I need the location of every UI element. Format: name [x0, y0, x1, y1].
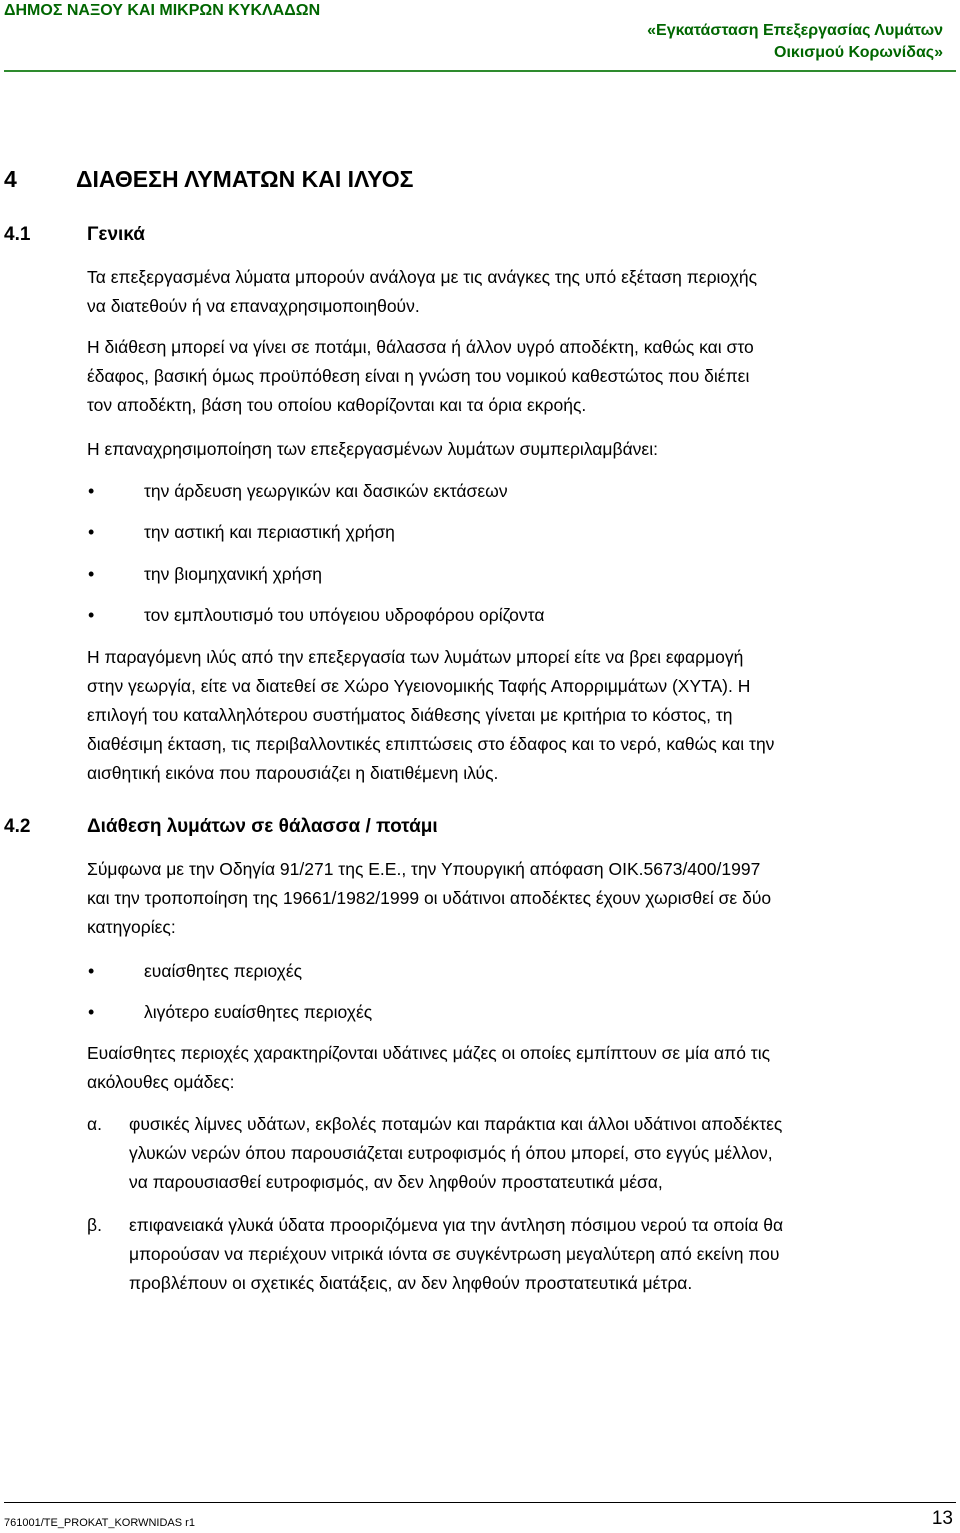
- header-organization: ΔΗΜΟΣ ΝΑΞΟΥ ΚΑΙ ΜΙΚΡΩΝ ΚΥΚΛΑΔΩΝ: [4, 2, 321, 19]
- item-marker-alpha: α.: [87, 1114, 102, 1134]
- bullet-item-less-sensitive: λιγότερο ευαίσθητες περιοχές: [144, 1002, 373, 1022]
- text-line: Η διάθεση μπορεί να γίνει σε ποτάμι, θάλασσα ή άλλον υγρό αποδέκτη, καθώς και στο: [87, 337, 754, 357]
- text-line: έδαφος, βασική όμως προϋπόθεση είναι η γνώση του νομικού καθεστώτος που διέπει: [87, 366, 750, 386]
- text-line: διαθέσιμη έκταση, τις περιβαλλοντικές επιπτώσεις στο έδαφος και το νερό, καθώς και την: [87, 734, 775, 754]
- text-line: τον αποδέκτη, βάση του οποίου καθορίζονται και τα όρια εκροής.: [87, 395, 587, 415]
- text-line: ακόλουθες ομάδες:: [87, 1072, 235, 1092]
- text-line: Τα επεξεργασμένα λύματα μπορούν ανάλογα με τις ανάγκες της υπό εξέταση περιοχής: [87, 267, 758, 287]
- text-line: κατηγορίες:: [87, 917, 176, 937]
- paragraph-reuse-intro: Η επαναχρησιμοποίηση των επεξεργασμένων λυμάτων συμπεριλαμβάνει:: [87, 439, 658, 459]
- footer-document-code: 761001/TE_PROKAT_KORWNIDAS r1: [4, 1517, 195, 1529]
- header-project-line-2: Οικισμού Κορωνίδας»: [774, 44, 943, 61]
- bullet-item-sensitive: ευαίσθητες περιοχές: [144, 961, 303, 981]
- item-text-beta: [129, 1211, 953, 1298]
- item-marker-beta: β.: [87, 1215, 102, 1235]
- section-4-title: ΔΙΑΘΕΣΗ ΛΥΜΑΤΩΝ ΚΑΙ ΙΛΥΟΣ: [76, 166, 414, 192]
- text-line: Σύμφωνα με την Οδηγία 91/271 της Ε.Ε., την Υπουργική απόφαση ΟΙΚ.5673/400/1997: [87, 859, 761, 879]
- text-line: φυσικές λίμνες υδάτων, εκβολές ποταμών και παράκτια και άλλοι υδάτινοι αποδέκτες: [129, 1114, 783, 1134]
- paragraph-sludge: [87, 643, 953, 788]
- footer-divider: [4, 1502, 956, 1503]
- text-line: προβλέπουν οι σχετικές διατάξεις, αν δεν ληφθούν προστατευτικά μέτρα.: [129, 1273, 693, 1293]
- paragraph-general-1: [87, 263, 953, 321]
- header-project-title: [423, 20, 943, 64]
- bullet-item-reuse-3: την βιομηχανική χρήση: [144, 564, 322, 584]
- section-4-2-title: Διάθεση λυμάτων σε θάλασσα / ποτάμι: [87, 816, 438, 837]
- bullet-item-reuse-2: την αστική και περιαστική χρήση: [144, 522, 395, 542]
- section-4-1-title: Γενικά: [87, 224, 145, 245]
- text-line: επιφανειακά γλυκά ύδατα προοριζόμενα για την άντληση πόσιμου νερού τα οποία θα: [129, 1215, 784, 1235]
- text-line: και την τροποποίηση της 19661/1982/1999 οι υδάτινοι αποδέκτες έχουν χωρισθεί σε δύο: [87, 888, 772, 908]
- header-project-line-1: «Εγκατάσταση Επεξεργασίας Λυμάτων: [647, 22, 943, 39]
- text-line: Η παραγόμενη ιλύς από την επεξεργασία των λυμάτων μπορεί είτε να βρει εφαρμογή: [87, 647, 744, 667]
- item-text-alpha: [129, 1110, 953, 1197]
- footer-page-number: 13: [931, 1508, 953, 1529]
- text-line: να παρουσιασθεί ευτροφισμός, αν δεν ληφθούν προστατευτικά μέσα,: [129, 1172, 663, 1192]
- section-4-1-number: 4.1: [4, 224, 31, 245]
- bullet-icon: •: [88, 605, 95, 625]
- bullet-icon: •: [88, 522, 95, 542]
- paragraph-general-2: [87, 333, 953, 420]
- text-line: στην γεωργία, είτε να διατεθεί σε Χώρο Υγειονομικής Ταφής Απορριμμάτων (ΧΥΤΑ). Η: [87, 676, 751, 696]
- bullet-icon: •: [88, 1002, 95, 1022]
- text-line: γλυκών νερών όπου παρουσιάζεται ευτροφισμός ή όπου μπορεί, στο εγγύς μέλλον,: [129, 1143, 773, 1163]
- bullet-icon: •: [88, 564, 95, 584]
- text-line: Ευαίσθητες περιοχές χαρακτηρίζονται υδάτινες μάζες οι οποίες εμπίπτουν σε μία από τις: [87, 1043, 771, 1063]
- text-line: αισθητική εικόνα που παρουσιάζει η διατιθέμενη ιλύς.: [87, 763, 499, 783]
- bullet-item-reuse-4: τον εμπλουτισμό του υπόγειου υδροφόρου ορίζοντα: [144, 605, 545, 625]
- section-4-2-number: 4.2: [4, 816, 31, 837]
- header-divider: [4, 70, 956, 72]
- text-line: μπορούσαν να περιέχουν νιτρικά ιόντα σε συγκέντρωση μεγαλύτερη από εκείνη που: [129, 1244, 780, 1264]
- bullet-icon: •: [88, 961, 95, 981]
- section-4-number: 4: [4, 166, 17, 192]
- text-line: επιλογή του καταλληλότερου συστήματος διάθεσης γίνεται με κριτήρια το κόστος, τη: [87, 705, 733, 725]
- bullet-icon: •: [88, 481, 95, 501]
- text-line: να διατεθούν ή να επαναχρησιμοποιηθούν.: [87, 296, 420, 316]
- bullet-item-reuse-1: την άρδευση γεωργικών και δασικών εκτάσεων: [144, 481, 508, 501]
- paragraph-directive: [87, 855, 953, 942]
- paragraph-sensitive-definition: [87, 1039, 953, 1097]
